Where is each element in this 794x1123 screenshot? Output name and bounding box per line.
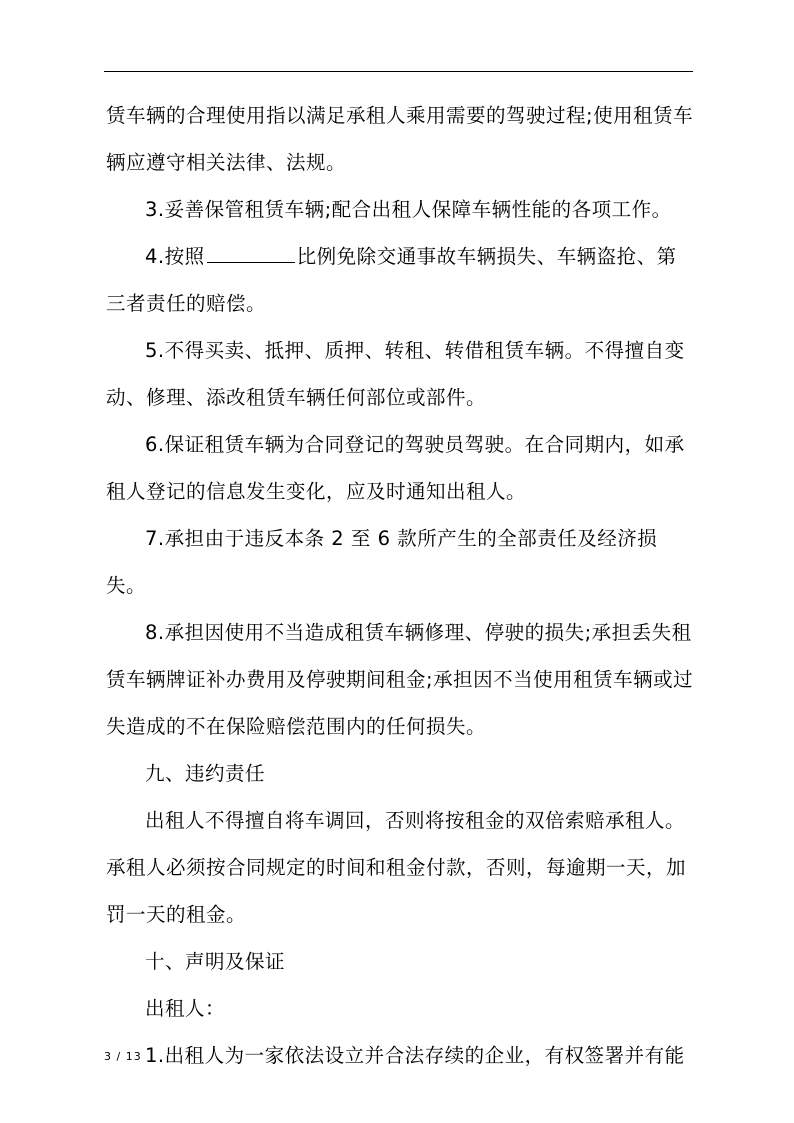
paragraph-vehicle-use: 赁车辆的合理使用指以满足承租人乘用需要的驾驶过程;使用租赁车辆应遵守相关法律、法规。 — [106, 104, 694, 174]
page-number: 3 / 13 — [104, 1050, 142, 1063]
item-4-prefix: 4.按照 — [145, 245, 205, 268]
paragraph-item-7: 7.承担由于违反本条 2 至 6 款所产生的全部责任及经济损失。 — [106, 527, 658, 597]
paragraph-lessor-item-1: 1.出租人为一家依法设立并合法存续的企业，有权签署并有能 — [145, 1044, 685, 1067]
fill-in-blank — [207, 261, 295, 263]
paragraph-item-5: 5.不得买卖、抵押、质押、转租、转借租赁车辆。不得擅自变动、修理、添改租赁车辆任何部位或部件。 — [106, 339, 685, 409]
document-body — [106, 92, 696, 1079]
section-heading-breach: 九、违约责任 — [145, 762, 266, 785]
paragraph-lessor-label: 出租人： — [145, 997, 226, 1020]
header-rule — [104, 71, 693, 72]
paragraph-breach: 出租人不得擅自将车调回，否则将按租金的双倍索赔承租人。承租人必须按合同规定的时间和租金付款，否则，每逾期一天，加罚一天的租金。 — [106, 809, 687, 926]
section-heading-declarations: 十、声明及保证 — [145, 950, 286, 973]
paragraph-item-6: 6.保证租赁车辆为合同登记的驾驶员驾驶。在合同期内，如承租人登记的信息发生变化，应及时通知出租人。 — [106, 433, 685, 503]
paragraph-item-8: 8.承担因使用不当造成租赁车辆修理、停驶的损失;承担丢失租赁车辆牌证补办费用及停驶期间租金;承担因不当使用租赁车辆或过失造成的不在保险赔偿范围内的任何损失。 — [106, 621, 694, 738]
item-4-suffix: 比例免除交通事故车辆损失、车辆盗抢、第三者责任的赔偿。 — [106, 245, 677, 315]
paragraph-item-3: 3.妥善保管租赁车辆;配合出租人保障车辆性能的各项工作。 — [145, 198, 672, 221]
paragraph-item-4 — [106, 233, 696, 327]
